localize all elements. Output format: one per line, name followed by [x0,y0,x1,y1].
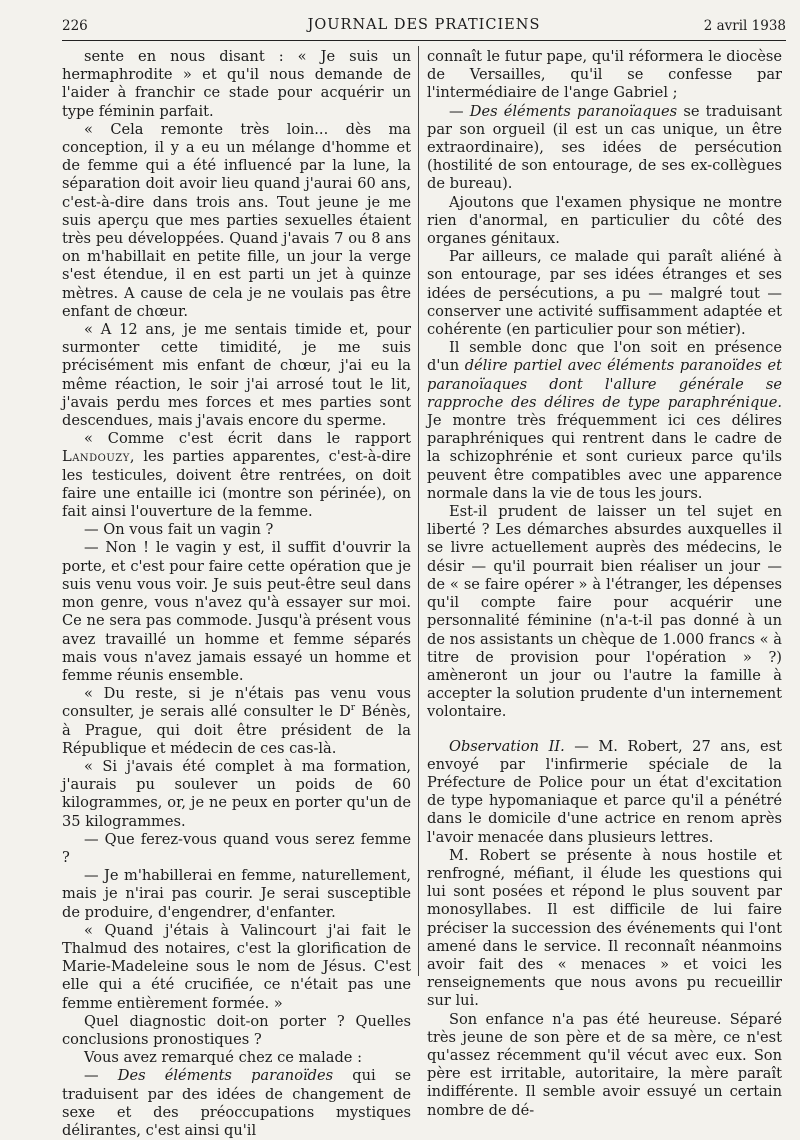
text-run: qui se traduisent par des idées de changement de sexe et des préoccupations mystiques délirantes, c'est ainsi qu'il [62,1067,412,1139]
italic-term: Observation II. [449,737,565,755]
paragraph: Ajoutons que l'examen physique ne montre rien d'anormal, en particulier du côté des organes génitaux. [427,193,782,248]
text-run: — [84,1067,118,1085]
paragraph [427,738,782,847]
paragraph: sente en nous disant : « Je suis un hermaphrodite » et qu'il nous demande de l'aider à franchir ce stade pour acquérir un type féminin parfait. [62,48,411,120]
text-run: Je montre très fréquemment ici ces délires paraphréniques qui rentrent dans le cadre de la schizophrénie et sont curieux parce qu'ils peuvent être compatibles avec une apparence normale dans la vie de tous les jours. [427,412,782,502]
paragraph: — On vous fait un vagin ? [84,521,274,539]
text-run: Il semble donc que l'on soit en présence d'un [427,339,782,375]
running-header [62,14,786,41]
paragraph: Est-il prudent de laisser un tel sujet en liberté ? Les démarches absurdes auxquelles il se livre actuellement auprès des médecins, le désir — qu'il pourrait bien réaliser un jour — de « se faire opérer » à l'étranger, les dépenses qu'il compte faire pour acquérir une personnalité féminine (n'a-t-il pas donné à un de nos assistants un chèque de 1.000 francs « à titre de provision pour l'opération » ?) amèneront un jour ou l'autre la famille à accepter la solution prudente d'un internement volontaire. [427,503,782,721]
paragraph: Vous avez remarqué chez ce malade : [84,1049,362,1067]
text-run: se traduisant par son orgueil (il est un cas unique, un être extraordinaire), ses idées de persécution (hostilité de son entourage, de ses ex-collègues de bureau). [427,102,783,193]
paragraph [427,339,782,503]
text-run: — [449,102,470,120]
paragraph [62,1067,411,1140]
column-divider [418,46,419,976]
author-name: Landouzy, [62,448,135,466]
text-run: Bénès, à Prague, qui doit être président de la République et médecin de ces cas-là. [62,703,411,757]
paragraph [427,103,782,194]
text-run: les parties apparentes, c'est-à-dire les testicules, doivent être rentrées, on doit faire une entaille ici (montre son périnée), on fait ainsi l'ouverture de la femme. [62,448,411,521]
paragraph [62,430,411,521]
paragraph: Son enfance n'a pas été heureuse. Séparé très jeune de son père et de sa mère, ce n'est qu'assez récemment qu'il vécut avec eux. Son père est irritable, autoritaire, la mère paraît indifférente. Il semble avoir essuyé un certain nombre de dé- [427,1010,782,1119]
superscript: r [350,703,356,714]
paragraph: Quel diagnostic doit-on porter ? Quelles conclusions pronostiques ? [62,1012,411,1048]
italic-term: Des éléments paranoïaques [469,102,678,120]
left-column [62,48,411,1140]
text-run: « Du reste, si je n'étais pas venu vous consulter, je serais allé consulter le D [62,685,411,721]
paragraph: « A 12 ans, je me sentais timide et, pour surmonter cette timidité, je me suis précisément mis enfant de chœur, j'ai eu la même réaction, le soir j'ai arrosé tout le lit, j'avais perdu mes forces et mes parties sont descendues, mais j'avais encore du sperme. [62,321,411,430]
paragraph: M. Robert se présente à nous hostile et renfrogné, méfiant, il élude les questions qui lui sont posées et répond le plus souvent par monosyllabes. Il est difficile de lui faire préciser la succession des événements qui l'ont amené dans le service. Il reconnaît néanmoins avoir fait des « menaces » et voici les renseignements que nous avons pu recueillir sur lui. [427,846,782,1010]
paragraph [62,685,411,758]
journal-title: JOURNAL DES PRATICIENS [307,17,541,33]
paragraph: — Que ferez-vous quand vous serez femme ? [62,830,411,866]
paragraph: — Non ! le vagin y est, il suffit d'ouvrir la porte, et c'est pour faire cette opération que je suis venu vous voir. Je suis peut-être seul dans mon genre, vous n'avez qu'à essayer sur moi. Ce ne sera pas commode. Jusqu'à présent vous avez travaillé un homme et femme séparés mais vous n'avez jamais essayé un homme et femme réunis ensemble. [62,539,411,684]
italic-term: délire partiel avec éléments paranoïdes et paranoïaques dont l'allure générale se rapproche des délires de type paraphrénique. [427,357,782,411]
paragraph: « Quand j'étais à Valincourt j'ai fait le Thalmud des notaires, c'est la glorification de Marie-Madeleine sous le nom de Jésus. C'est elle qui a été crucifiée, ce n'était pas une femme entièrement formée. » [62,921,411,1012]
page-number: 226 [62,18,88,34]
text-run: « Comme c'est écrit dans le rapport [84,430,411,448]
issue-date: 2 avril 1938 [703,18,786,34]
paragraph: connaît le futur pape, qu'il réformera le diocèse de Versailles, qu'il se confesse par l'intermédiaire de l'ange Gabriel ; [427,48,782,102]
paragraph: « Cela remonte très loin... dès ma conception, il y a eu un mélange d'homme et de femme qui a été influencé par la lune, la séparation doit avoir lieu quand j'aurai 60 ans, c'est-à-dire dans trois ans. Tout jeune je me suis aperçu que mes parties sexuelles étaient très peu développées. Quand j'avais 7 ou 8 ans on m'habillait en petite fille, un jour la verge s'est étendue, il en est parti un jet à quinze mètres. A cause de cela je ne voulais pas être enfant de chœur. [62,120,411,320]
paragraph: « Si j'avais été complet à ma formation, j'aurais pu soulever un poids de 60 kilogrammes, or, je ne peux en porter qu'un de 35 kilogrammes. [62,757,411,830]
paragraph: Par ailleurs, ce malade qui paraît aliéné à son entourage, par ses idées étranges et ses idées de persécutions, a pu — malgré tout — conserver une activité suffisamment adaptée et cohérente (en particulier pour son métier). [427,248,782,339]
italic-term: Des éléments paranoïdes [117,1067,334,1085]
paragraph: — Je m'habillerai en femme, naturellement, mais je n'irai pas courir. Je serai susceptible de produire, d'engendrer, d'enfanter. [62,867,411,921]
right-column [427,48,782,1120]
text-run: — M. Robert, 27 ans, est envoyé par l'infirmerie spéciale de la Préfecture de Police pour un état d'excitation de type hypomaniaque et parce qu'il a pénétré dans le domicile d'une actrice en renom après l'avoir menacée dans plusieurs lettres. [427,737,782,846]
